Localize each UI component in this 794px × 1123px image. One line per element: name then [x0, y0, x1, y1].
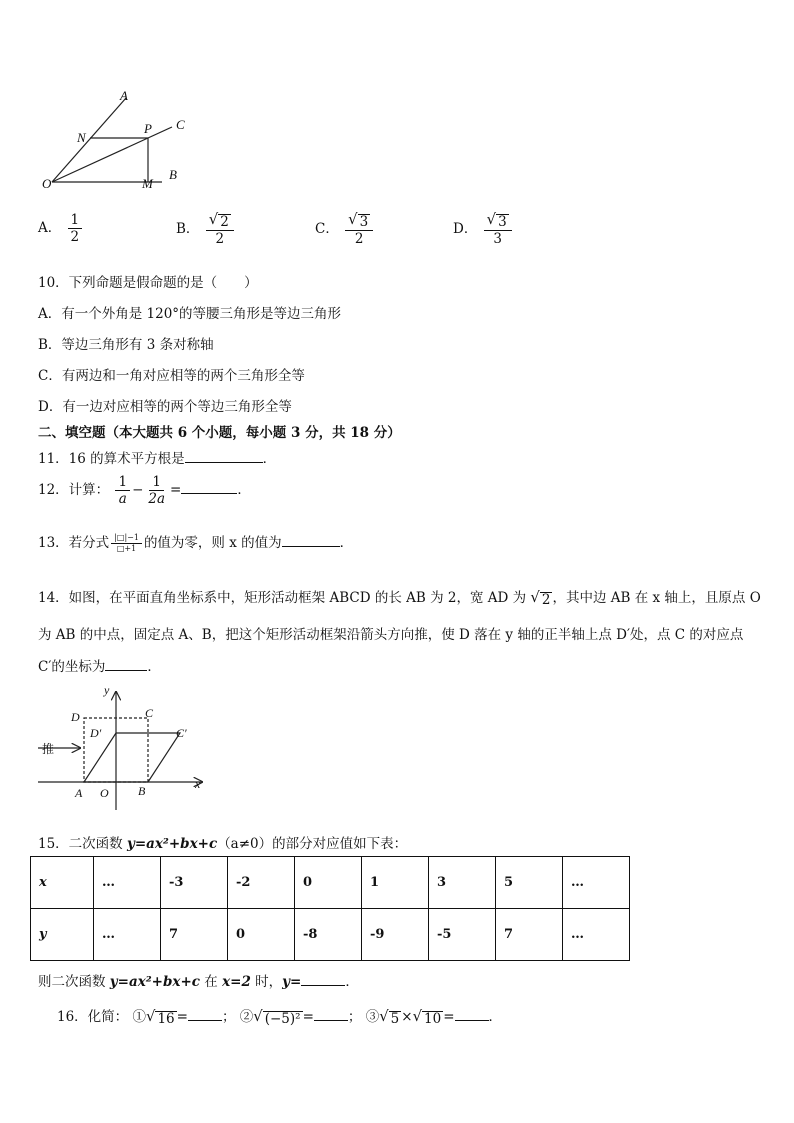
table-cell: … [94, 857, 161, 909]
table-cell: -3 [161, 857, 228, 909]
q13-suffix: 的值为零，则 x 的值为 [143, 535, 282, 551]
q16-eq-2: = [302, 1009, 314, 1025]
option-letter: B． [176, 221, 200, 238]
parallelogram-abc-d [84, 733, 180, 782]
table-cell: … [563, 857, 630, 909]
q15-end: ． [345, 974, 359, 990]
frac-num: 3 [359, 214, 369, 230]
q16-times: × [401, 1009, 413, 1025]
q14-line1-b: ，其中边 AB 在 x 轴上，且原点 O [552, 590, 761, 606]
label-b: B [169, 167, 177, 182]
q12-frac2-den: 2a [148, 491, 166, 508]
q16-radicand-3a: 5 [390, 1011, 400, 1027]
table-row [31, 857, 630, 909]
q16-radicand-1: 16 [157, 1011, 175, 1027]
frac-den: 2 [70, 229, 80, 246]
q15-after-y: y= [282, 974, 302, 990]
q14-end: ． [147, 659, 161, 675]
q9-option-b[interactable]: B． √ 2 2 [176, 212, 236, 247]
q11-text: 11．16 的算术平方根是 [38, 451, 185, 467]
table-cell: 7 [161, 909, 228, 961]
ray-oc [52, 127, 172, 182]
table-cell: -5 [429, 909, 496, 961]
q16: 16．化简： ① √ 16 = ； ② √ (−5)² = ； ③ √ 5 × √ 10 = ． [57, 1007, 503, 1027]
q14-line3-text: C′的坐标为 [38, 659, 106, 675]
label-c-prime: C′ [176, 726, 187, 740]
table-row [31, 909, 630, 961]
label-o: O [42, 176, 52, 191]
q12-eq: = [170, 482, 182, 499]
value-table [30, 856, 630, 961]
label-x: x [195, 777, 201, 791]
table-cell: 0 [228, 909, 295, 961]
label-c: C [176, 117, 185, 132]
q13-frac-den: □+1 [116, 544, 137, 553]
q15-after-mid: 在 [200, 974, 223, 990]
label-d: D [71, 710, 80, 724]
q12-frac2-num: 1 [149, 474, 164, 491]
q14-line1: 14．如图，在平面直角坐标系中，矩形活动框架 ABCD 的长 AB 为 2，宽 AD 为 √ 2 ，其中边 AB 在 x 轴上，且原点 O [38, 588, 761, 608]
q16-end: ． [488, 1009, 503, 1025]
q15-question [38, 970, 359, 990]
q16-sep-2: ； [347, 1009, 362, 1025]
q10-option-d[interactable]: D．有一边对应相等的两个等边三角形全等 [38, 399, 292, 415]
frac-num: 3 [498, 214, 507, 230]
table-cell: 0 [295, 857, 362, 909]
q15-after-function: y=ax²+bx+c [109, 974, 200, 990]
q12-end: ． [237, 482, 251, 499]
option-letter: C． [315, 221, 339, 238]
table-cell: -9 [362, 909, 429, 961]
table-cell: y [31, 909, 94, 961]
section-fill-in-heading: 二、填空题（本大题共 6 个小题，每小题 3 分，共 18 分） [38, 425, 401, 441]
q14-line1-a: 14．如图，在平面直角坐标系中，矩形活动框架 ABCD 的长 AB 为 2，宽 AD 为 [38, 590, 531, 606]
frac-den: 2 [354, 230, 364, 247]
label-c: C [145, 706, 154, 720]
label-d-prime: D′ [90, 726, 102, 740]
q16-radicand-2: (−5)² [264, 1011, 301, 1027]
q13-prefix: 13．若分式 [38, 535, 110, 551]
table-cell: … [94, 909, 161, 961]
q10-option-b[interactable]: B．等边三角形有 3 条对称轴 [38, 337, 214, 353]
table-cell: -2 [228, 857, 295, 909]
q16-radicand-3b: 10 [424, 1011, 442, 1027]
q14-line2: 为 AB 的中点，固定点 A、B，把这个矩形活动框架沿箭头方向推，使 D 落在 y 轴的正半轴上点 D′处，点 C 的对应点 [38, 627, 744, 643]
q16-circle-2: ② [239, 1009, 254, 1025]
q12-prefix: 12．计算： [38, 482, 110, 499]
option-letter: D． [453, 221, 478, 238]
table-cell: x [31, 857, 94, 909]
q14-line3 [38, 655, 161, 675]
q13-end: ． [339, 535, 354, 551]
q12-frac1-num: 1 [115, 474, 130, 491]
q13-frac-num: |□|−1 [111, 533, 142, 544]
q15-condition: （a≠0）的部分对应值如下表： [217, 836, 408, 852]
q16-eq-3: = [443, 1009, 455, 1025]
frac-num: 1 [68, 212, 83, 229]
q16-circle-1: ① [132, 1009, 146, 1025]
q11-answer-blank[interactable] [185, 462, 263, 463]
q13 [38, 531, 353, 554]
table-cell: 5 [496, 857, 563, 909]
table-cell: -8 [295, 909, 362, 961]
table-cell: 7 [496, 909, 563, 961]
q15-after-when: 时， [250, 974, 283, 990]
q16-eq-1: = [176, 1009, 188, 1025]
label-push: 推 [42, 742, 55, 756]
q11 [38, 447, 276, 467]
q16-prefix: 16．化简： [57, 1009, 129, 1025]
label-b: B [138, 784, 146, 798]
q12-frac1-den: a [118, 491, 127, 508]
figure-rectangle-frame [34, 680, 214, 816]
table-cell: 1 [362, 857, 429, 909]
q15-stem-pre: 15．二次函数 [38, 836, 127, 852]
q12 [38, 474, 251, 507]
q12-minus: − [132, 482, 144, 499]
q10-option-c[interactable]: C．有两边和一角对应相等的两个三角形全等 [38, 368, 305, 384]
q16-circle-3: ③ [365, 1009, 380, 1025]
label-p: P [144, 121, 152, 136]
q16-sep-1: ； [221, 1009, 236, 1025]
label-a: A [75, 786, 83, 800]
q10-option-a[interactable]: A．有一个外角是 120°的等腰三角形是等边三角形 [38, 306, 342, 322]
q9-option-d[interactable]: D． √ 3 3 [453, 212, 514, 247]
q11-end: ． [262, 451, 277, 467]
q9-option-c[interactable]: C． √ 3 2 [315, 212, 375, 247]
table-cell: 3 [429, 857, 496, 909]
q10-stem: 10．下列命题是假命题的是（ ） [38, 275, 258, 291]
q15-stem [38, 832, 407, 852]
frac-den: 2 [215, 230, 225, 247]
frac-num: 2 [220, 214, 229, 230]
q14-answer-blank[interactable] [105, 670, 147, 671]
label-m: M [142, 176, 153, 191]
q9-option-a[interactable] [38, 212, 84, 245]
q16-answer-blank-1[interactable] [188, 1020, 222, 1021]
ray-oa [52, 98, 126, 182]
q12-answer-blank[interactable] [181, 493, 237, 494]
label-y: y [104, 683, 110, 697]
label-n: N [77, 130, 86, 145]
figure-angle-npm [30, 84, 200, 194]
q15-after-pre: 则二次函数 [38, 974, 110, 990]
q16-answer-blank-2[interactable] [314, 1020, 348, 1021]
label-o: O [100, 786, 109, 800]
q14-radicand: 2 [541, 592, 551, 608]
q15-after-x: x=2 [222, 974, 251, 990]
option-letter: A． [38, 220, 62, 237]
q16-answer-blank-3[interactable] [455, 1020, 489, 1021]
q13-answer-blank[interactable] [282, 546, 340, 547]
frac-den: 3 [493, 230, 502, 247]
q15-function: y=ax²+bx+c [126, 836, 218, 852]
label-a: A [120, 88, 128, 103]
q15-answer-blank[interactable] [301, 985, 345, 986]
table-cell: … [563, 909, 630, 961]
